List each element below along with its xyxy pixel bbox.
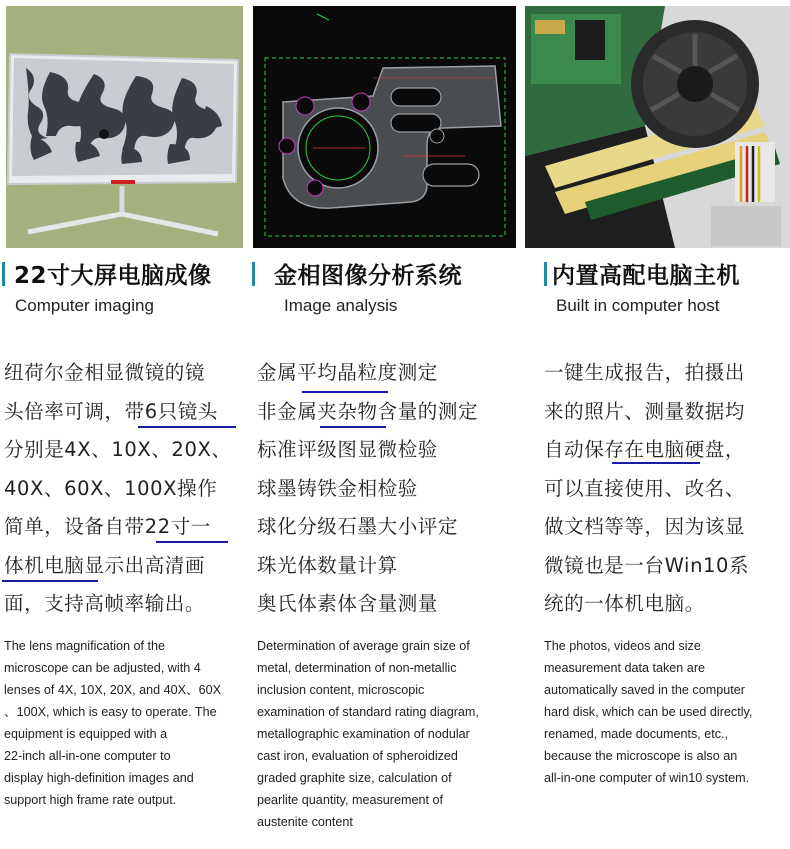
cn-line: 40X、60X、100X操作	[4, 476, 218, 500]
en-line: because the microscope is also an	[544, 749, 738, 763]
cn-line: 一键生成报告，拍摄出	[544, 361, 746, 384]
feature-subtitle: Image analysis	[284, 296, 398, 315]
feature-title-row	[2, 257, 212, 290]
cn-line: 来的照片、测量数据均	[544, 399, 746, 423]
feature-title-row	[544, 257, 740, 290]
en-line: Determination of average grain size of	[257, 639, 470, 653]
feature-subtitle: Built in computer host	[556, 296, 720, 315]
en-line: renamed, made documents, etc.,	[544, 727, 729, 741]
cn-line: 分别是4X、10X、20X、	[4, 438, 232, 461]
cn-line: 球墨铸铁金相检验	[257, 476, 418, 500]
en-description	[4, 635, 221, 811]
en-line: automatically saved in the computer	[544, 683, 745, 697]
en-line: hard disk, which can be used directly,	[544, 705, 753, 719]
cn-line: 珠光体数量计算	[257, 553, 398, 577]
cn-line: 可以直接使用、改名、	[544, 476, 746, 500]
en-line: examination of standard rating diagram,	[257, 705, 479, 719]
highlight-underline	[2, 580, 98, 582]
cn-description	[4, 354, 232, 624]
en-line: The lens magnification of the	[4, 639, 166, 653]
feature-title: 内置高配电脑主机	[552, 263, 740, 289]
en-line: lenses of 4X, 10X, 20X, and 40X、60X	[4, 683, 222, 697]
cn-line: 标准评级图显微检验	[257, 438, 438, 461]
cn-line: 球化分级石墨大小评定	[257, 515, 459, 538]
en-description	[544, 635, 752, 789]
cn-line: 纽荷尔金相显微镜的镜	[4, 361, 206, 384]
feature-computer-host	[522, 0, 790, 849]
cn-line: 体机电脑显示出高清画	[4, 553, 206, 577]
cn-line: 面，支持高帧率输出。	[4, 592, 206, 615]
accent-bar	[2, 262, 5, 286]
cn-description	[257, 354, 478, 624]
en-line: metal, determination of non-metallic	[257, 661, 457, 675]
en-line: The photos, videos and size	[544, 639, 701, 653]
part-measurement-photo-icon	[253, 6, 516, 248]
feature-title: 22寸大屏电脑成像	[14, 263, 212, 289]
feature-subtitle: Computer imaging	[15, 296, 154, 315]
en-line: all-in-one computer of win10 system.	[544, 771, 750, 785]
en-line: 、100X, which is easy to operate. The	[4, 705, 217, 719]
feature-title-row	[252, 257, 462, 290]
monitor-photo-icon	[6, 6, 243, 248]
en-line: measurement data taken are	[544, 661, 706, 675]
cn-line: 奥氏体素体含量测量	[257, 592, 438, 615]
cn-line: 自动保存在电脑硬盘，	[544, 438, 746, 461]
accent-bar	[252, 262, 255, 286]
en-line: metallographic examination of nodular	[257, 727, 470, 741]
feature-title: 金相图像分析系统	[274, 263, 462, 289]
cn-description	[544, 354, 749, 624]
feature-computer-imaging	[0, 0, 250, 849]
en-line: support high frame rate output.	[4, 793, 177, 807]
en-line: 22-inch all-in-one computer to	[4, 749, 171, 763]
highlight-underline	[612, 462, 700, 464]
en-line: microscope can be adjusted, with 4	[4, 661, 201, 675]
highlight-underline	[320, 426, 386, 428]
highlight-underline	[302, 391, 388, 393]
cn-line: 头倍率可调，带6只镜头	[4, 399, 219, 423]
cn-line: 非金属夹杂物含量的测定	[257, 399, 479, 423]
cn-line: 微镜也是一台Win10系	[544, 553, 750, 577]
accent-bar	[544, 262, 547, 286]
en-line: equipment is equipped with a	[4, 727, 168, 741]
motherboard-photo-icon	[525, 6, 790, 248]
en-line: inclusion content, microscopic	[257, 683, 425, 697]
en-line: display high-definition images and	[4, 771, 194, 785]
cn-line: 统的一体机电脑。	[544, 592, 705, 615]
cn-line: 金属平均晶粒度测定	[257, 361, 438, 384]
en-line: austenite content	[257, 815, 353, 829]
highlight-underline	[138, 426, 236, 428]
cn-line: 简单，设备自带22寸一	[4, 515, 211, 538]
cn-line: 做文档等等，因为该显	[544, 515, 746, 538]
en-line: pearlite quantity, measurement of	[257, 793, 443, 807]
en-line: cast iron, evaluation of spheroidized	[257, 749, 458, 763]
en-line: graded graphite size, calculation of	[257, 771, 452, 785]
en-description	[257, 635, 479, 833]
feature-image-analysis	[250, 0, 522, 849]
highlight-underline	[156, 541, 228, 543]
